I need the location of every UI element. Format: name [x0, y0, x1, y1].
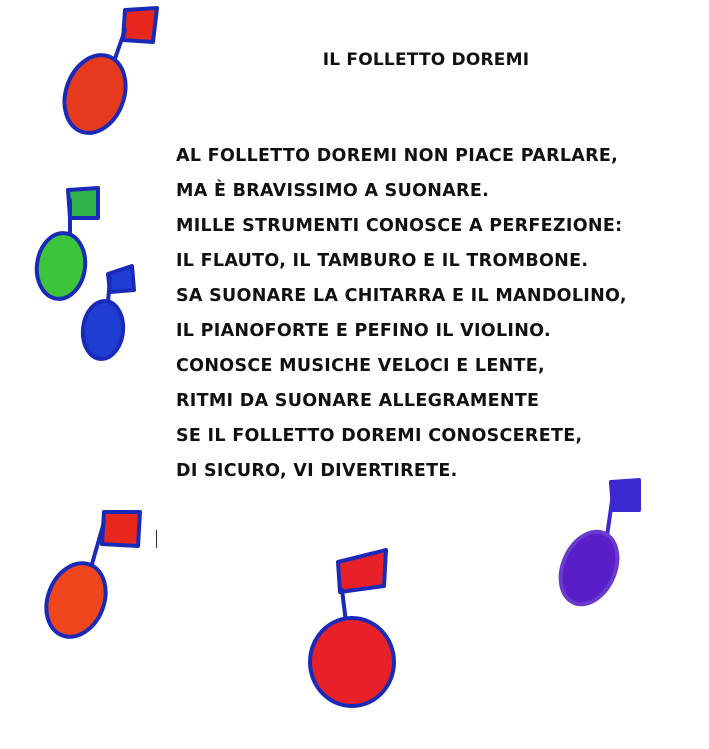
- music-note-blue-icon: [78, 260, 148, 365]
- poem-line: SE IL FOLLETTO DOREMI CONOSCERETE,: [176, 426, 583, 446]
- poem-line: AL FOLLETTO DOREMI NON PIACE PARLARE,: [176, 146, 619, 166]
- music-note-red-icon: [300, 540, 420, 720]
- poem-line: MA È BRAVISSIMO A SUONARE.: [176, 181, 490, 201]
- text-cursor-mark: [156, 530, 157, 548]
- poem-title: IL FOLLETTO DOREMI: [322, 50, 530, 70]
- music-note-purple-icon: [555, 470, 665, 620]
- poem-text: [176, 143, 696, 493]
- poem-line: IL FLAUTO, IL TAMBURO E IL TROMBONE.: [176, 251, 589, 271]
- poem-line: IL PIANOFORTE E PEFINO IL VIOLINO.: [176, 321, 551, 341]
- poem-line: CONOSCE MUSICHE VELOCI E LENTE,: [176, 356, 545, 376]
- poem-line: MILLE STRUMENTI CONOSCE A PERFEZIONE:: [176, 216, 623, 236]
- music-note-red-icon: [40, 500, 150, 645]
- music-note-red-icon: [55, 0, 175, 145]
- poem-line: RITMI DA SUONARE ALLEGRAMENTE: [176, 391, 540, 411]
- poem-line: DI SICURO, VI DIVERTIRETE.: [176, 461, 458, 481]
- poem-line: SA SUONARE LA CHITARRA E IL MANDOLINO,: [176, 286, 627, 306]
